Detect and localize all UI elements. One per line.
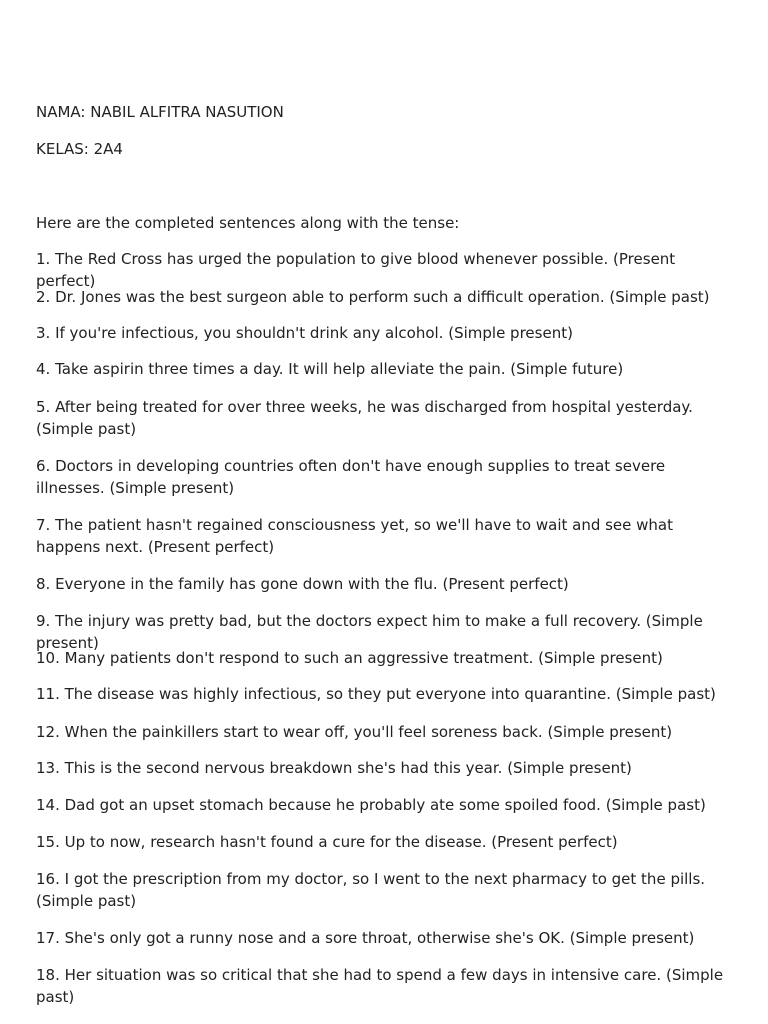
list-item: 15. Up to now, research hasn't found a cure for the disease. (Present perfect) xyxy=(36,833,618,851)
student-class: KELAS: 2A4 xyxy=(36,140,123,158)
list-item: 14. Dad got an upset stomach because he probably ate some spoiled food. (Simple past) xyxy=(36,796,706,814)
list-item: 8. Everyone in the family has gone down with the flu. (Present perfect) xyxy=(36,575,569,593)
list-item: 7. The patient hasn't regained consciousness yet, so we'll have to wait and see what happens next. (Present perfect) xyxy=(36,516,674,556)
list-item: 3. If you're infectious, you shouldn't drink any alcohol. (Simple present) xyxy=(36,324,573,342)
list-item: 9. The injury was pretty bad, but the doctors expect him to make a full recovery. (Simple present) xyxy=(36,612,703,652)
list-item: 16. I got the prescription from my doctor, so I went to the next pharmacy to get the pills. (Simple past) xyxy=(36,870,706,910)
list-item: 1. The Red Cross has urged the population to give blood whenever possible. (Present perfect) xyxy=(36,250,676,290)
list-item: 2. Dr. Jones was the best surgeon able to perform such a difficult operation. (Simple past) xyxy=(36,288,710,306)
intro-text: Here are the completed sentences along with the tense: xyxy=(36,214,460,232)
list-item: 12. When the painkillers start to wear off, you'll feel soreness back. (Simple present) xyxy=(36,723,673,741)
list-item: 11. The disease was highly infectious, so they put everyone into quarantine. (Simple past) xyxy=(36,685,716,703)
list-item: 18. Her situation was so critical that she had to spend a few days in intensive care. (Simple past) xyxy=(36,966,724,1006)
student-name: NAMA: NABIL ALFITRA NASUTION xyxy=(36,103,284,121)
list-item: 4. Take aspirin three times a day. It will help alleviate the pain. (Simple future) xyxy=(36,360,624,378)
list-item: 5. After being treated for over three weeks, he was discharged from hospital yesterday. (Simple past) xyxy=(36,398,693,438)
list-item: 17. She's only got a runny nose and a sore throat, otherwise she's OK. (Simple present) xyxy=(36,929,695,947)
list-item: 10. Many patients don't respond to such an aggressive treatment. (Simple present) xyxy=(36,649,663,667)
list-item: 6. Doctors in developing countries often don't have enough supplies to treat severe illnesses. (Simple present) xyxy=(36,457,666,497)
list-item: 13. This is the second nervous breakdown she's had this year. (Simple present) xyxy=(36,759,632,777)
